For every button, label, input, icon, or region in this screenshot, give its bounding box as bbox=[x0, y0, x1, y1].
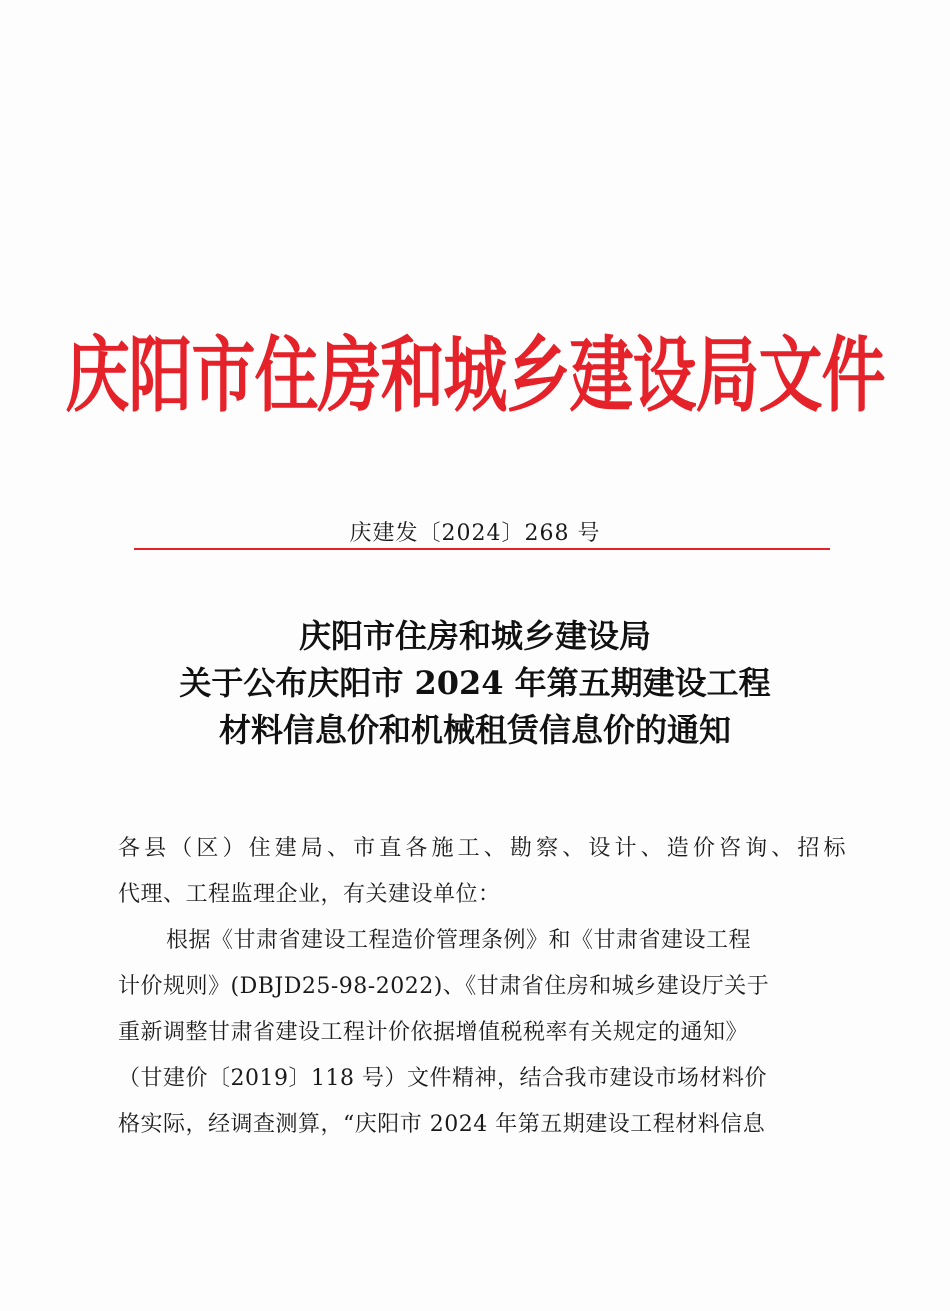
recipients-line-2: 代理、工程监理企业，有关建设单位： bbox=[118, 882, 501, 907]
body-line-2: 计价规则》(DBJD25-98-2022)、《甘肃省住房和城乡建设厅关于 bbox=[118, 974, 770, 999]
body-line-4: （甘建价〔2019〕118 号）文件精神，结合我市建设市场材料价 bbox=[118, 1066, 767, 1091]
body-line-5: 格实际，经调查测算，“庆阳市 2024 年第五期建设工程材料信息 bbox=[118, 1112, 766, 1137]
red-separator-line bbox=[134, 548, 830, 550]
notice-body bbox=[118, 826, 846, 1148]
notice-subject bbox=[0, 613, 950, 754]
body-line-1: 根据《甘肃省建设工程造价管理条例》和《甘肃省建设工程 bbox=[166, 928, 752, 953]
document-number: 庆建发〔2024〕268 号 bbox=[349, 521, 601, 546]
recipients-line-1: 各县（区）住建局、市直各施工、勘察、设计、造价咨询、招标 bbox=[118, 836, 846, 861]
subject-line-1: 庆阳市住房和城乡建设局 bbox=[298, 617, 651, 655]
body-line-3: 重新调整甘肃省建设工程计价依据增值税税率有关规定的通知》 bbox=[118, 1020, 749, 1045]
issuing-authority-header: 庆阳市住房和城乡建设局文件 bbox=[65, 329, 885, 424]
subject-line-2: 关于公布庆阳市 2024 年第五期建设工程 bbox=[179, 664, 771, 702]
subject-line-3: 材料信息价和机械租赁信息价的通知 bbox=[218, 711, 731, 749]
